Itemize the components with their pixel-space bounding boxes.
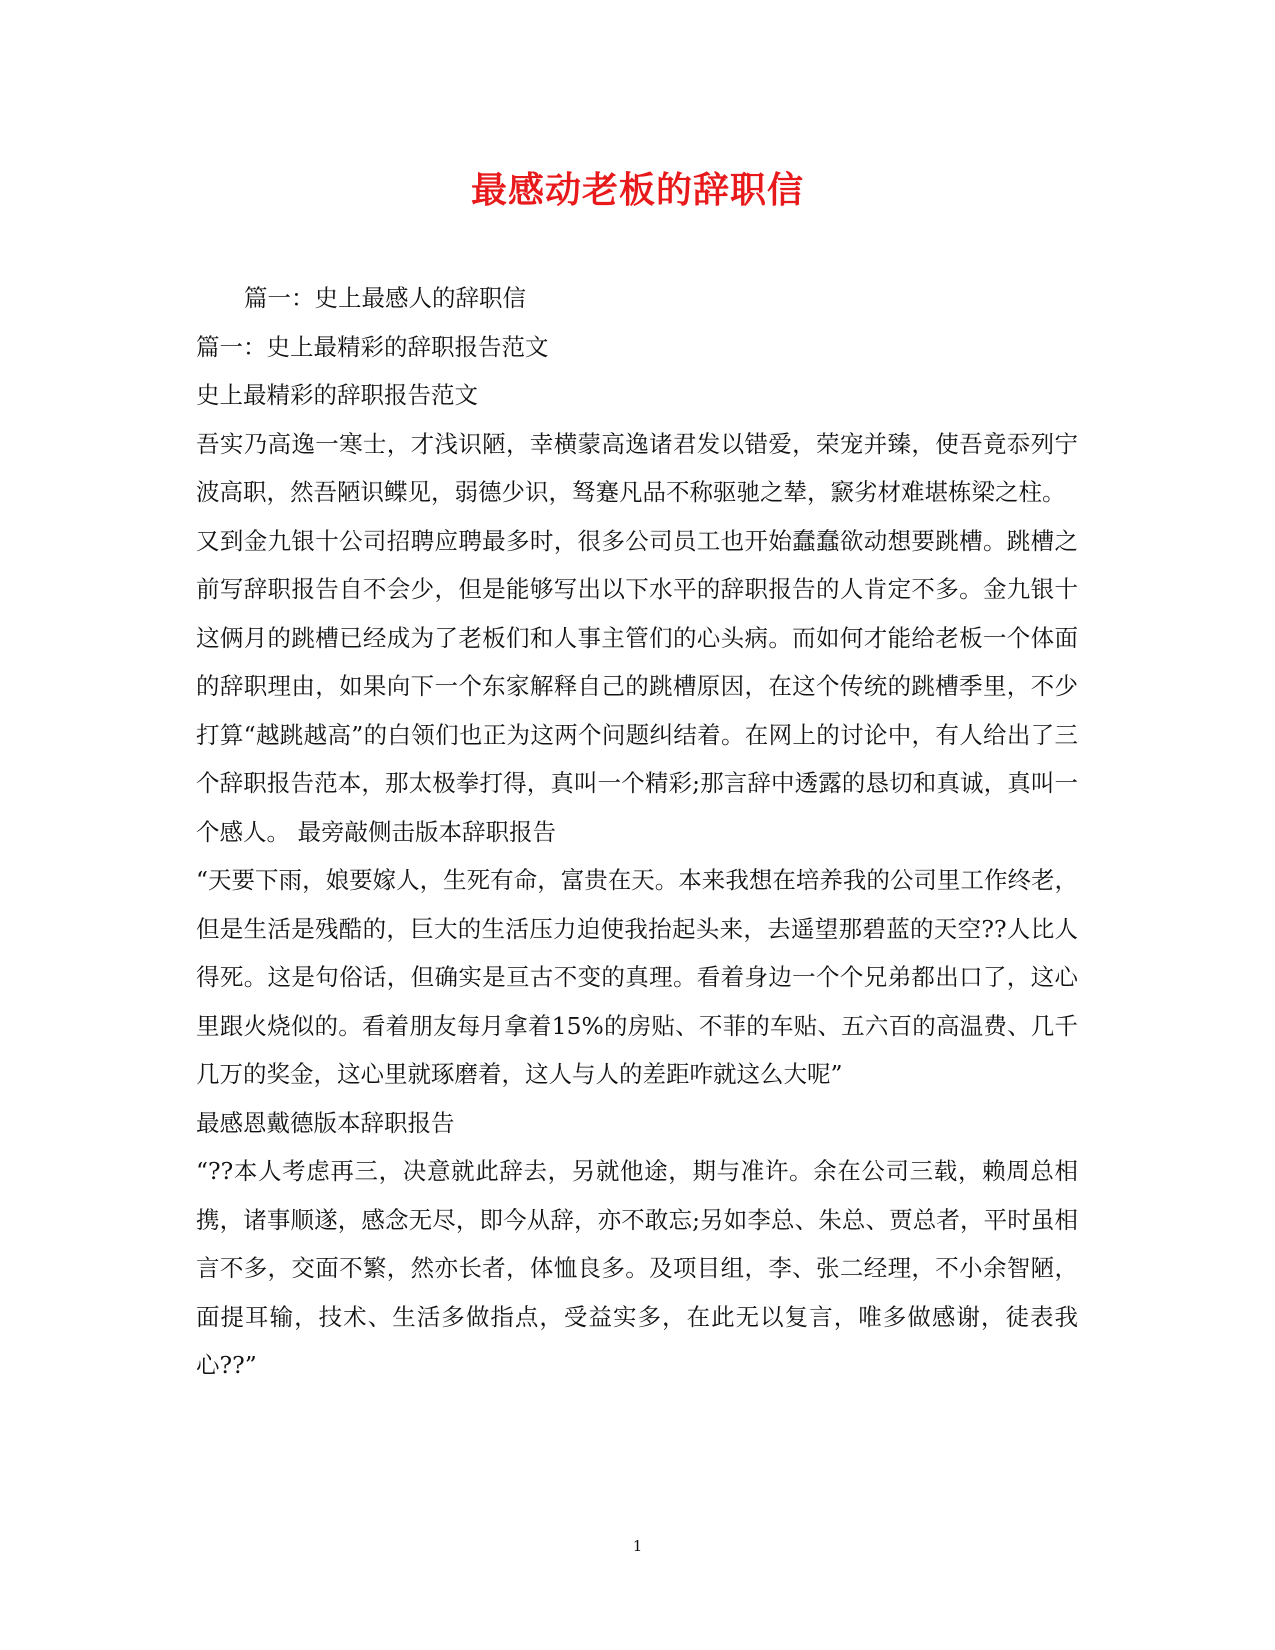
heading-line-1: 篇一：史上最感人的辞职信 [244, 284, 526, 312]
paragraph-intro: 吾实乃高逸一寒士，才浅识陋，幸横蒙高逸诸君发以错爱，荣宠并臻，使吾竟忝列宁波高职，然吾陋识鲽见，弱德少识，驽蹇凡品不称驱驰之辇，窾劣材难堪栋梁之柱。 [196, 429, 1078, 506]
page-number: 1 [632, 1537, 643, 1555]
heading-line-2: 篇一：史上最精彩的辞职报告范文 [196, 332, 549, 361]
section-heading-grateful: 最感恩戴德版本辞职报告 [196, 1108, 455, 1137]
paragraph-quote-2: “??本人考虑再三，决意就此辞去，另就他途，期与准许。余在公司三载，赖周总相携，诸事顺遂，感念无尽，即今从辞，亦不敢忘;另如李总、朱总、贾总者，平时虽相言不多，交面不繁，然亦长者，体恤良多。及项目组，李、张二经理，不小余智陋，面提耳输，技术、生活多做指点，受益实多，在此无以复言，唯多做感谢，徒表我心??” [196, 1157, 1078, 1379]
document-title: 最感动老板的辞职信 [470, 169, 804, 211]
paragraph-quote-1: “天要下雨，娘要嫁人，生死有命，富贵在天。本来我想在培养我的公司里工作终老，但是生活是残酷的，巨大的生活压力迫使我抬起头来，去遥望那碧蓝的天空??人比人得死。这是句俗话，但确实是亘古不变的真理。看着身边一个个兄弟都出口了，这心里跟火烧似的。看着朋友每月拿着15%的房贴、不菲的车贴、五六百的高温费、几千几万的奖金，这心里就琢磨着，这人与人的差距咋就这么大呢” [196, 866, 1078, 1088]
heading-line-3: 史上最精彩的辞职报告范文 [196, 381, 478, 409]
paragraph-context: 又到金九银十公司招聘应聘最多时，很多公司员工也开始蠢蠢欲动想要跳槽。跳槽之前写辞职报告自不会少，但是能够写出以下水平的辞职报告的人肯定不多。金九银十这俩月的跳槽已经成为了老板们和人事主管们的心头病。而如何才能给老板一个体面的辞职理由，如果向下一个东家解释自己的跳槽原因，在这个传统的跳槽季里，不少打算“越跳越高”的白领们也正为这两个问题纠结着。在网上的讨论中，有人给出了三个辞职报告范本，那太极拳打得，真叫一个精彩;那言辞中透露的恳切和真诚，真叫一个感人。 最旁敲侧击版本辞职报告 [196, 526, 1078, 846]
document-body [196, 274, 1078, 1390]
